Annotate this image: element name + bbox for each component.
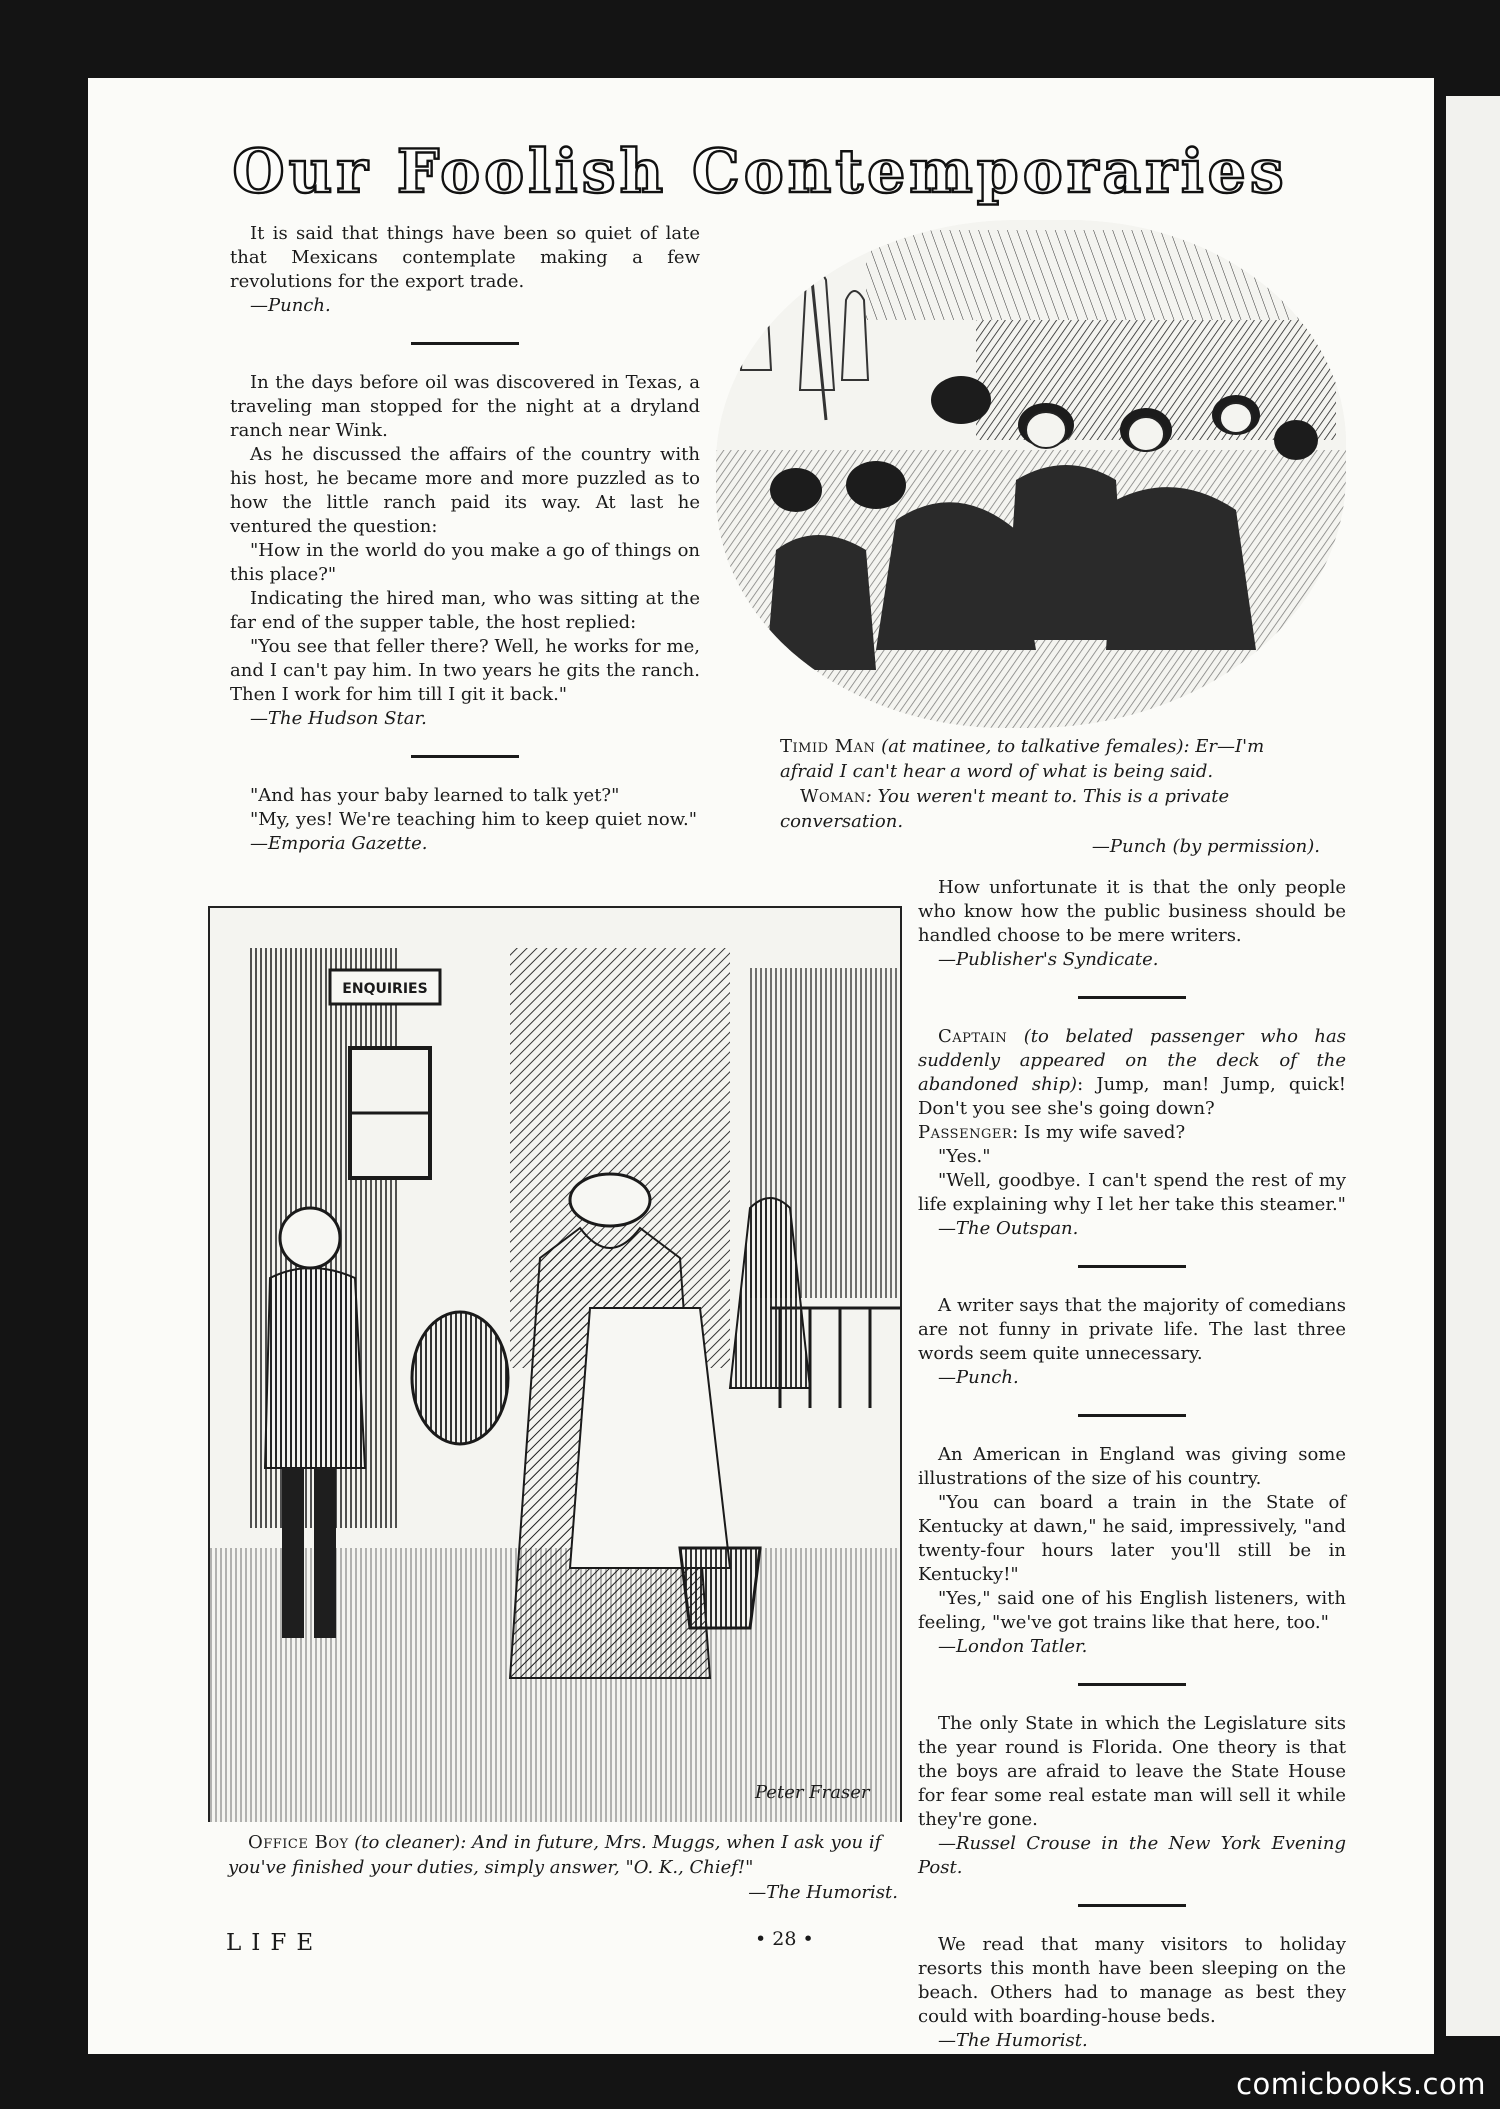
joke-attribution: —Publisher's Syndicate.: [938, 949, 1159, 970]
office-cleaner-drawing: [210, 908, 900, 1822]
theater-audience-drawing: [716, 220, 1346, 728]
divider-rule: [1078, 996, 1186, 999]
divider-rule: [1078, 1904, 1186, 1907]
joke-paragraph: [918, 1121, 1346, 1145]
joke-paragraph: "My, yes! We're teaching him to keep quiet now.": [250, 809, 698, 830]
speaker-office-boy: Office Boy: [248, 1832, 349, 1853]
joke-captain-passenger: [918, 1025, 1352, 1241]
artist-signature: Peter Fraser: [755, 1782, 870, 1803]
divider-rule: [411, 755, 519, 758]
dialogue-line: : And in future, Mrs. Muggs, when I ask you if you've finished your duties, simply answer, "O. K., Chief!": [228, 1832, 888, 1878]
matinee-cartoon-caption: [780, 734, 1320, 859]
divider-rule: [1078, 1414, 1186, 1417]
caption-line: [780, 734, 1320, 784]
joke-mexicans: [230, 222, 700, 318]
joke-attribution: —Russel Crouse in the New York Evening Post.: [918, 1833, 1346, 1878]
right-column: [918, 876, 1352, 2053]
magazine-name: LIFE: [226, 1930, 324, 1956]
joke-attribution: —London Tatler.: [938, 1636, 1088, 1657]
divider-rule: [411, 342, 519, 345]
caption-attribution: —The Humorist.: [748, 1882, 898, 1903]
joke-paragraph: Indicating the hired man, who was sitting at the far end of the supper table, the host replied:: [230, 588, 700, 633]
matinee-cartoon-illustration: [716, 220, 1346, 728]
joke-paragraph: "You can board a train in the State of Kentucky at dawn," he said, impressively, "and twenty-four hours later you'll still be in Kentucky!": [918, 1492, 1346, 1585]
office-cartoon-caption: [228, 1830, 898, 1905]
joke-mere-writers: [918, 876, 1346, 972]
speaker-woman: Woman: [800, 786, 866, 807]
joke-kentucky-train: [918, 1443, 1346, 1659]
joke-attribution: —Punch.: [250, 295, 331, 316]
joke-text: The only State in which the Legislature sits the year round is Florida. One theory is that the boys are afraid to leave the State House for fear some real estate man will sell it while they're gone.: [918, 1713, 1346, 1830]
joke-text: We read that many visitors to holiday resorts this month have been sleeping on the beach. Others had to manage as best they could with boarding-house beds.: [918, 1934, 1346, 2027]
joke-text: How unfortunate it is that the only people who know how the public business should be handled choose to be mere writers.: [918, 877, 1346, 946]
next-page-edge: [1446, 96, 1500, 2036]
stage-direction: (to cleaner): [354, 1832, 461, 1853]
joke-text: It is said that things have been so quiet of late that Mexicans contemplate making a few revolutions for the export trade.: [230, 223, 700, 292]
joke-holiday-beach: [918, 1933, 1346, 2053]
office-cartoon-illustration: [208, 906, 902, 1822]
joke-paragraph: "You see that feller there? Well, he works for me, and I can't pay him. In two years he gits the ranch. Then I work for him till I git it back.": [230, 636, 700, 705]
joke-paragraph: "And has your baby learned to talk yet?": [250, 785, 620, 806]
joke-attribution: —The Outspan.: [938, 1218, 1079, 1239]
joke-paragraph: [918, 1025, 1352, 1121]
joke-texas-ranch: [230, 371, 700, 731]
joke-paragraph: "Yes.": [938, 1146, 991, 1167]
joke-attribution: —Emporia Gazette.: [250, 833, 428, 854]
joke-paragraph: "How in the world do you make a go of things on this place?": [230, 540, 700, 585]
caption-attribution: —Punch (by permission).: [1091, 836, 1320, 857]
stage-direction: (to belated passenger who has suddenly appeared on the deck of the abandoned ship): [918, 1026, 1352, 1095]
joke-attribution: —Punch.: [938, 1367, 1019, 1388]
page-number: • 28 •: [755, 1928, 814, 1950]
dialogue-line: : You weren't meant to. This is a private conversation.: [780, 786, 1235, 832]
joke-attribution: —The Hudson Star.: [250, 708, 427, 729]
joke-attribution: —The Humorist.: [938, 2030, 1088, 2051]
joke-comedians: [918, 1294, 1346, 1390]
joke-florida-legislature: [918, 1712, 1346, 1880]
caption-line: [228, 1830, 898, 1880]
stage-direction: (at matinee, to talkative females): [881, 736, 1184, 757]
joke-paragraph: In the days before oil was discovered in Texas, a traveling man stopped for the night at a dryland ranch near Wink.: [230, 372, 700, 441]
joke-paragraph: "Yes," said one of his English listeners, with feeling, "we've got trains like that here, too.": [918, 1588, 1346, 1633]
dialogue-line: : Jump, man! Jump, quick! Don't you see she's going down?: [918, 1074, 1352, 1119]
caption-line: [780, 784, 1320, 834]
joke-paragraph: "Well, goodbye. I can't spend the rest of my life explaining why I let her take this steamer.": [918, 1170, 1346, 1215]
divider-rule: [1078, 1265, 1186, 1268]
speaker-passenger: Passenger: [918, 1122, 1013, 1143]
left-column: [230, 222, 700, 856]
joke-paragraph: As he discussed the affairs of the country with his host, he became more and more puzzled as to how the little ranch paid its way. At last he ventured the question:: [230, 444, 700, 537]
joke-text: A writer says that the majority of comedians are not funny in private life. The last three words seem quite unnecessary.: [918, 1295, 1346, 1364]
dialogue-line: : Er—I'm afraid I can't hear a word of what is being said.: [780, 736, 1270, 782]
page-title: Our Foolish Contemporaries: [232, 137, 1288, 207]
divider-rule: [1078, 1683, 1186, 1686]
site-watermark: comicbooks.com: [1236, 2067, 1486, 2101]
enquiries-sign: ENQUIRIES: [342, 981, 428, 997]
speaker-captain: Captain: [938, 1026, 1008, 1047]
speaker-timid-man: Timid Man: [780, 736, 876, 757]
dialogue-line: : Is my wife saved?: [1012, 1122, 1186, 1143]
joke-paragraph: An American in England was giving some illustrations of the size of his country.: [918, 1444, 1346, 1489]
joke-baby-talk: [230, 784, 700, 856]
